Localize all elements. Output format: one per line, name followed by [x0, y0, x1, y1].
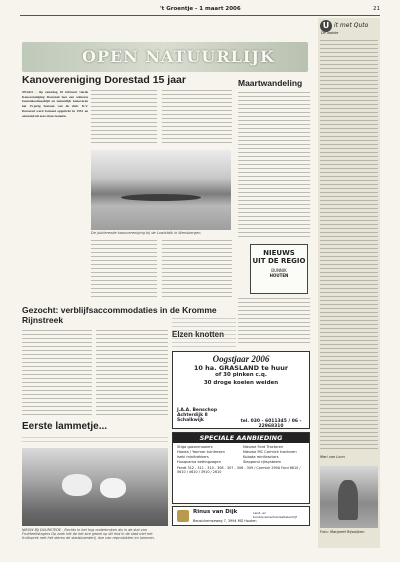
speciale-item: Sleppend rijtsysteem	[243, 460, 282, 464]
speciale-footer: Fendt 312 - 311 - 310 - 308 - 307 - 306 - 309 / Cormick 290A Ford 6610 / 5610 / 4610 / 3910 / 2610	[177, 466, 301, 474]
rinus-address: Beusichemseweg 7, 3994 MD Houten	[193, 519, 257, 523]
article-body-lammetje	[22, 437, 168, 445]
page-header	[20, 6, 380, 16]
speciale-item: Iseki minitrekkers	[177, 455, 209, 459]
sidebar-subtitle: De laatste	[321, 31, 339, 35]
sidebar-text	[320, 40, 378, 450]
canoe-shape	[121, 194, 201, 201]
sidebar-column	[318, 18, 380, 548]
headline-verblijf: Gezocht: verblijfsaccommodaties in de Kromme Rijnstreek	[22, 305, 217, 325]
sidebar-photo-figure	[338, 480, 358, 520]
article-body-kanovereniging-col4	[91, 240, 157, 300]
oogstjaar-line1: 10 ha. GRASLAND te huur	[193, 364, 289, 372]
article-lead-kanovereniging: NEGIO - Op zaterdag 18 februari vierde Kanovereniging Dorestad met een winterse boerenkoolmaaltijd en natuurlijk kanovaren het 15-jarig bestaan van de club. K.V. Dorestad werd formeel opgericht in 1991 en ontstond uit een cursus kanoën.	[22, 90, 88, 118]
lamb-photo	[22, 448, 168, 526]
rinus-logo-icon	[177, 510, 189, 522]
rinus-name: Rinus van Dijk	[193, 509, 238, 515]
nieuws-ad-line4: HOUTEN	[269, 273, 289, 278]
rinus-tagline: Land- en tuinbouwmechanisatiebedrijf	[253, 511, 297, 519]
article-body-kanovereniging-col2	[91, 90, 157, 146]
oogstjaar-address3: Schalkwijk	[177, 418, 204, 423]
sidebar-caption-1: Mari van Loon	[320, 455, 345, 459]
article-body-elzen	[172, 318, 236, 348]
rinus-van-dijk-ad	[172, 506, 310, 526]
speciale-item: Nieuwe Ford Tractoren	[243, 445, 284, 449]
article-body-kanovereniging-col3	[162, 90, 232, 146]
headline-lammetje: Eerste lammetje...	[22, 421, 108, 432]
oogstjaar-title: Oogstjaar 2006	[212, 354, 270, 364]
nieuws-ad-line3: BUNNIK	[271, 268, 287, 273]
nieuws-ad-line2: UIT DE REGIO	[252, 257, 306, 265]
article-body-maartwandeling-cont	[238, 298, 310, 346]
page-header-title: 't Groentje - 1 maart 2006	[160, 6, 241, 12]
speciale-title: SPECIALE AANBIEDING	[173, 433, 309, 443]
article-body-maartwandeling	[238, 92, 310, 240]
nieuws-ad-line1: NIEUWS	[263, 249, 295, 257]
speciale-item: Nieuwe MC Cormick tractoren	[243, 450, 297, 454]
speciale-item: Kubota minitractors	[243, 455, 279, 459]
speciale-item: Stiga gazonmaaiers	[177, 445, 213, 449]
speciale-aanbieding-ad	[172, 432, 310, 504]
sidebar-header	[318, 18, 380, 36]
sidebar-caption-2: Foto: Margreet Rijswijken	[320, 530, 365, 534]
headline-maartwandeling: Maartwandeling	[238, 78, 303, 88]
sidebar-title: it met Quto	[334, 22, 369, 29]
canoe-photo	[91, 150, 231, 230]
lamb-shape-1	[62, 474, 92, 496]
page-number: 21	[373, 6, 380, 12]
oogstjaar-address2: Achterdijk 8	[177, 413, 208, 418]
article-body-verblijf-col2	[96, 330, 168, 418]
oogstjaar-address1: J.A.A. Benschop	[177, 408, 218, 413]
headline-elzen: Elzen knotten	[172, 330, 225, 339]
speciale-item: Honda / Yanmar tuinfrezen	[177, 450, 225, 454]
lamb-shape-2	[100, 478, 126, 498]
sidebar-u-icon: U	[320, 20, 332, 32]
banner-title: OPEN NATUURLIJK	[82, 47, 275, 66]
lamb-photo-caption: NIEUW BIJ DUURSTEDE - Rechts in het hog onderbroken als in de stal van Fruitteeltstagers Op zoek het de het sint gewel op dit mid in de stad met het fruitoprek met het stereo de stadsboerderij, doe van reprodukten en lammen.	[22, 528, 155, 540]
article-body-kanovereniging-col5	[162, 240, 232, 300]
speciale-item: Husqvarna kettingzagen	[177, 460, 221, 464]
speciale-list	[173, 443, 309, 466]
article-body-verblijf-col1	[22, 330, 92, 418]
sidebar-photo	[320, 466, 378, 528]
oogstjaar-phone: tel. 030 - 6011345 / 06 - 22968310	[240, 419, 302, 429]
nieuws-ad	[250, 244, 308, 294]
oogstjaar-ad	[172, 351, 310, 429]
headline-kanovereniging: Kanovereniging Dorestad 15 jaar	[22, 74, 186, 86]
canoe-photo-caption: De jubilerende kanovereniging bij de Lowisfalk in Wensbergen.	[91, 231, 202, 235]
oogstjaar-line3: 30 droge koeien weiden	[203, 380, 279, 386]
oogstjaar-address	[177, 408, 217, 423]
oogstjaar-line2: of 30 pinken c.q.	[215, 372, 267, 378]
section-banner	[22, 42, 308, 72]
